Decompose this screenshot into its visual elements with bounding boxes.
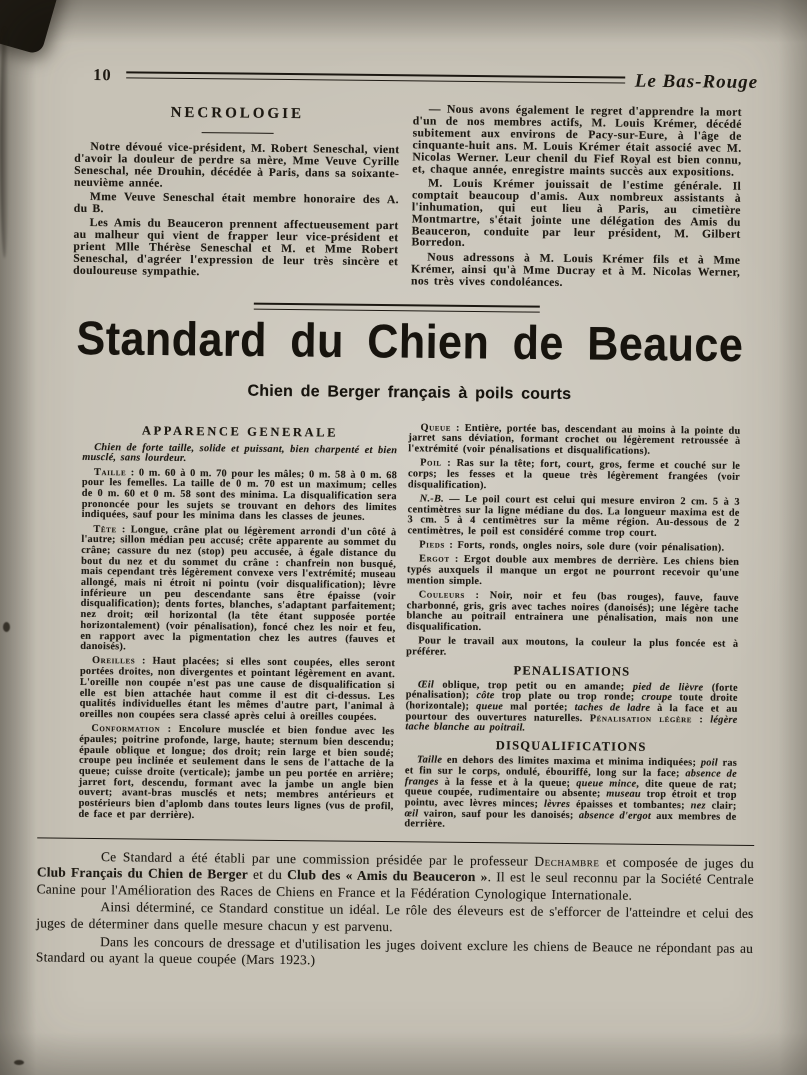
text-segment: : Noir, noir et feu (bas rouges), fauve, fauve charbonné, gris, gris avec taches noires (danoisés); une légère tache blanche au poitrail entrainera une pénalisation, mais non une disqualification. [406,589,739,634]
text-segment: vairon, sauf pour les danoisés; [418,808,579,821]
text-segment: : 0 m. 60 à 0 m. 70 pour les mâles; 0 m. 58 à 0 m. 68 pour les femelles. La taille de 0 m. 70 est un maximum; celles de 0 m. 60 et 0 m. 58 sont des minima. La disqualification sera prononcée pour les sujets se trouvant en dehors des limites indiquées, sauf pour les minima dans les classes de jeunes. [81,466,398,524]
text-segment: : [692,714,711,726]
nota-bene-paragraph [407,494,739,540]
standard-section [78,419,740,837]
journal-title: Le Bas-Rouge [634,70,759,93]
text-segment: : Encolure musclée et bien fondue avec les épaules; poitrine profonde, large, haute; sternum bien descendu; épaule oblique et longue; dos droit; rein large et bien soudé; croupe peu inclinée et seulement dans le sens de l'attache de la queue; cuisse droite (verticale); jambe un peu portée en arrière; jarret fort, descendu, formant avec la jambe un angle bien ouvert; avant-bras musclés et nets; membres antérieurs et postérieurs bien d'aplomb dans toutes leurs lignes (vus de profil, de face et par derrière). [78,723,395,821]
text-segment: légère tache blanche au poitrail. [405,714,738,735]
text-segment: côte [476,690,495,702]
text-segment: museau [606,788,642,801]
text-segment: poil [700,757,718,769]
text-segment: mal portée; [503,701,575,714]
text-segment: : Ergot double aux membres de derrière. Les chiens bien typés auxquels il manque un ergot ne pourront recevoir qu'une mention simple. [406,554,740,587]
text-segment: aux membres de derrière. [404,810,737,831]
section-divider-rule [253,303,539,312]
header-double-rule [126,71,625,83]
text-segment: Pénalisation légère [589,712,693,726]
text-segment: croupe [641,692,673,704]
text-segment: , dite queue de rat; queue coupée, rudimentaire ou absente; [404,778,737,800]
pieds-paragraph [407,540,739,554]
oreilles-paragraph [79,656,395,724]
text-segment: et du [247,866,288,883]
necrology-section [73,100,742,293]
text-segment: Ergot [419,553,450,566]
text-segment: Taille [417,754,443,766]
text-segment: Le poil court est celui qui mesure environ 2 cm. 5 à 3 centimètres sur la ligne médiane du dos. La longueur maxima est de 3 cm. 5 à 4 centimètres sur la même région. Au-dessous de 2 centimètres, le poil est considéré comme trop court. [407,493,740,539]
text-segment: Dechambre [534,853,600,869]
text-segment: (forte pénalisation); [405,682,738,702]
footnote-paragraph [37,848,754,905]
text-segment: oblique, trop petit ou en amande; [433,679,633,693]
text-segment: : Entière, portée bas, descendant au moins à la pointe du jarret sans déviation, formant crochet ou légèrement retroussée à l'extrémité (voir pénalisations et disqualifications). [408,422,741,457]
text-segment: : Ras sur la tête; fort, court, gros, ferme et couché sur le corps; les fesses et la queue très légèrement frangées (voir disqualification). [407,457,741,491]
text-segment: queue [476,701,504,713]
text-segment: Poil [420,457,442,469]
standard-right-column [404,423,740,837]
apparence-generale-heading: APPARENCE GENERALE [141,423,339,440]
footer-rule [37,837,754,846]
text-segment: Club Français du Chien de Berger [36,864,248,882]
text-segment: pied de lièvre [632,681,704,694]
footnote-paragraph [36,933,753,974]
text-segment: Conformation [91,723,161,735]
text-segment: absence d'ergot [578,809,652,822]
page-header [93,65,758,94]
text-segment: lèvres [543,798,571,810]
disqualifications-heading: DISQUALIFICATIONS [495,738,647,754]
standard-left-column [78,419,397,833]
text-segment: ras et fin sur le corps, ondulé, ébouriffé, long sur la face; [404,757,738,780]
necrology-paragraph [74,141,399,192]
penalisations-heading: PENALISATIONS [513,663,631,679]
necrology-paragraph [73,217,399,280]
text-segment: Notre dévoué vice-président, M. Robert Seneschal, vient d'avoir la douleur de perdre sa mère, Mme Veuve Cyrille Seneschal, née Drouhin, décédée à Paris, dans sa soixante-neuvième année. [74,139,400,190]
necrology-paragraph [74,191,399,218]
necrology-paragraph [411,177,741,252]
travail-paragraph [406,637,738,662]
text-segment: Mme Veuve Seneschal était membre honoraire des A. du B. [73,190,399,216]
taille-paragraph [82,467,398,524]
text-segment: N.-B. — [419,493,460,505]
text-segment: Nous adressons à M. Louis Krémer fils et à Mme Krémer, ainsi qu'à Mme Ducray et à M. Nicolas Werner, nos très vives condoléances. [411,250,741,289]
text-segment: épaisses et tombantes; [570,798,691,812]
text-segment: nez [690,800,706,812]
text-segment: M. Louis Krémer jouissait de l'estime générale. Il comptait beaucoup d'amis. Aux nombreux assistants à l'inhumation, qui eut lieu à Paris, au cimetière Montmartre, s'était jointe une délégation des Amis du Beauceron, conduite par leur président, M. Gilbert Borredon. [411,176,742,250]
text-segment: toute droite (horizontale); [405,692,738,713]
text-segment: — Nous avons également le regret d'apprendre la mort d'un de nos membres actifs, M. Louis Krémer, décédé subitement aux environs de Pacy-sur-Eure, à l'âge de cinquante-huit ans. M. Louis Krémer était associé avec M. Nicolas Werner. Leur chenil du Fief Royal est bien connu, et, chaque année, enregistre maints succès aux expositions. [412,102,742,179]
text-segment: Tête [93,523,117,535]
couleurs-paragraph [406,590,738,636]
article-title: Standard du Chien de Beauce [76,311,744,372]
text-segment: Les Amis du Beauceron prennent affectueusement part au malheur qui vient de frapper leur vice-président et prient Mlle Thérèse Seneschal et M. et Mme Robert Seneschal, d'agréer l'expression de leur très sincère et douloureuse sympathie. [73,216,399,279]
necrology-left-column [73,100,400,289]
queue-paragraph [408,423,740,459]
text-segment: queue mince [576,777,637,790]
penalisations-paragraph [405,680,738,737]
text-segment: trop plate ou trop ronde; [494,690,642,704]
text-segment: à la fesse et à la queue; [438,776,577,789]
text-segment: clair; [705,800,737,812]
text-segment: Pieds [419,539,446,551]
necrology-right-column [411,103,742,293]
ergot-paragraph [407,555,739,591]
text-segment: trop étroit et trop pointu, avec lèvres minces; [404,789,737,810]
necrology-heading: NECROLOGIE [170,104,305,123]
text-segment: Ainsi déterminé, ce Standard constitue un idéal. Le rôle des éleveurs est de s'efforcer de l'atteindre et celui des juges de déterminer dans quelle mesure chacun y est parvenu. [36,899,754,935]
text-segment: . Il est le seul reconnu par la Société Centrale Canine pour l'Amélioration des Races de Chiens en France et la Fédération Cynologique Internationale. [36,869,754,903]
text-segment: Pour le travail aux moutons, la couleur la plus foncée est à préférer. [406,635,739,658]
text-segment: en dehors des limites maxima et minima indiquées; [442,754,701,769]
text-segment: Dans les concours de dressage et d'utilisation les juges doivent exclure les chiens de Beauce ne répondant pas au Standard ou ayant la queue coupée (Mars 1923.) [35,933,754,968]
text-segment: Club des « Amis du Beauceron » [287,867,488,885]
page-number: 10 [93,64,112,85]
text-segment: Taille [94,466,127,478]
disqualifications-paragraph [404,755,737,833]
standard-footnote [36,848,754,974]
text-segment: : Longue, crâne plat ou légèrement arrondi d'un côté à l'autre; sillon médian peu accusé; crête apparente au sommet du crâne; cassure du nez (stop) peu accusée, à égale distance du bout du nez et du sommet du crâne : chanfrein non busqué, mais cependant très légèrement convexe vers l'extrémité; museau allongé, mais ni étroit ni pointu (voir disqualification); lèvre inférieure un peu descendante sans être épaisse (voir disqualification); dents fortes, blanches, s'adaptant parfaitement; nez droit; œil horizontal (la tête étant supposée portée horizontalement) (voir pénalisation), foncé chez les noir et feu, en rapport avec la pigmentation chez les autres (fauves et danoisés). [80,523,397,653]
poil-paragraph [408,459,740,495]
text-segment: Oreilles [92,655,136,667]
text-segment: et composée de juges du [599,853,755,871]
apparence-intro [82,442,397,467]
text-segment: Œil [417,679,435,691]
text-segment: Ce Standard a été établi par une commission présidée par le professeur [100,848,535,869]
article-subtitle: Chien de Berger français à poils courts [247,382,572,403]
necrology-paragraph [411,251,740,290]
text-segment: : Haut placées; si elles sont coupées, elles seront portées droites, non divergentes et pointant légèrement en avant. L'oreille non coupée n'est pas une cause de disqualification si elle est bien attachée haut comme il est dit ci-dessus. Les qualités individuelles étant les mêmes d'autre part, l'animal à oreilles non coupées sera classé après celui à oreilles coupées. [79,655,396,723]
tete-paragraph [80,524,396,656]
conformation-paragraph [78,724,394,824]
text-segment: Couleurs [418,589,465,601]
text-segment: Chien de forte taille, solide et puissant, bien charpenté et bien musclé, sans lourdeur. [82,441,398,465]
text-segment: œil [404,807,419,820]
necrology-heading-rule [201,132,273,134]
necrology-paragraph [412,103,742,178]
text-segment: absence de franges [404,768,737,788]
text-segment: Queue [420,422,452,434]
text-segment: à la face et au pourtour des ouvertures naturelles. [405,702,738,724]
text-segment: : Forts, ronds, ongles noirs, sole dure (voir pénalisation). [444,539,725,554]
text-segment: taches de ladre [574,702,651,714]
